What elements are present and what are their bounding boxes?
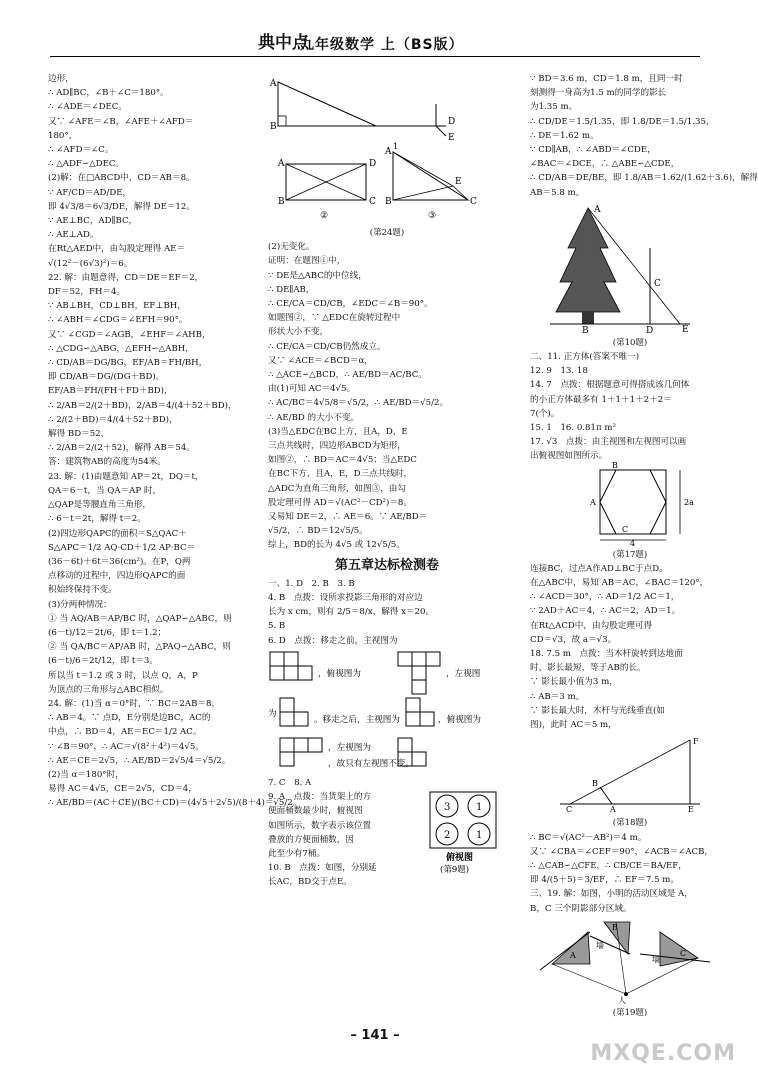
column-middle (268, 72, 506, 890)
col1-line: 解得 BD＝52， (48, 429, 110, 440)
fig17-label-c: C (622, 524, 629, 534)
col1-line: ∴ ∠AFD＝∠C。 (48, 145, 114, 156)
col2-line: ∴ AE/BD 的大小不变。 (268, 412, 360, 423)
fig24-mark: 1 (393, 142, 399, 151)
col1-line: 为顶点的三角形与△ABC相似。 (48, 684, 169, 695)
col3d-line: 三、19. 解：如图，小明的活动区域是 A， (530, 889, 693, 900)
col1-line: ∴ ∠ABH＝∠CDG＝∠EFH＝90°。 (48, 315, 188, 326)
col2-line: ∴ DE∥AB， (268, 284, 315, 295)
fig9-num-4: 1 (476, 829, 483, 841)
fig19-label-c: C (680, 948, 687, 958)
col3b-line: 二、11. 正方体(答案不唯一) (530, 352, 640, 363)
col1-line: (6－t)/6＝2t/12，即 t＝3。 (48, 656, 158, 667)
q6-text-4: 。移走之后，主视图为 (314, 714, 400, 725)
col3c-line: 在△ABC中，易知 AB＝AC，∠BAC＝120°， (530, 578, 709, 589)
fig10-label-e: E (682, 324, 689, 335)
column-right (530, 72, 758, 1020)
col1-line: ∴ AB＝4。∵ 点D，E分别是边BC，AC的 (48, 713, 211, 724)
fig19-wall-2: 墙 (652, 954, 660, 964)
col2c-line: 9. A 点拨：当货架上的方 (268, 792, 372, 803)
col1-line: ∴ 2/AB＝2/(2＋52)，解得 AB＝54。 (48, 443, 195, 454)
fig9-num-1: 3 (444, 801, 451, 813)
col1-line: 又∵ ∠AFE＝∠B，∠AFE＋∠AFD＝ (48, 116, 194, 127)
q6-text-1: ，俯视图为 (318, 668, 361, 679)
col3a-line: 刻测得一身高为1.5 m的同学的影长 (530, 88, 667, 99)
fig9-caption: (第9题) (440, 864, 470, 875)
col2b-line: 一、1. D 2. B 3. B (268, 578, 355, 589)
col2b-line: 4. B 点拨：设所求投影三角形的对应边 (268, 593, 423, 604)
figure-19-caption: (第19题) (612, 1007, 648, 1018)
figure-18-caption: (第18题) (612, 818, 648, 829)
col2-line: 综上，BD的长为 4√5 或 12√5/5。 (268, 540, 405, 551)
col3b-line: 17. √3 点拨：由主视图和左视图可以画 (530, 437, 687, 448)
col2-line: 股定理可得 AD＝√(AC²－CD²)＝8。 (268, 497, 412, 508)
col2c-line: 叠放的方便面桶数，因 (268, 834, 354, 845)
fig19-label-a: A (570, 950, 576, 960)
fig24-circ2: ② (320, 211, 329, 221)
col3c-line: 18. 7.5 m 点拨：当木杆旋转到达地面 (530, 649, 683, 660)
fig10-label-b: B (582, 325, 589, 336)
q6-text-3: 为 (268, 708, 277, 719)
fig18-label-e: E (688, 805, 694, 815)
col2c-line: 便面桶数最少时，俯视图 (268, 806, 363, 817)
col2-line: ∴ CE/CA＝CD/CB仍然成立。 (268, 341, 386, 352)
col1-line: (6－t)/12＝2t/6，即 t＝1.2； (48, 627, 167, 638)
fig18-label-f: F (693, 737, 699, 747)
col3d-line: 即 4/(5＋5)＝3/EF，∴ EF＝7.5 m。 (530, 875, 680, 886)
col1-line: 易得 AC＝4√5，CE＝2√5，CD＝4， (48, 784, 197, 795)
col2c-line: 10. B 点拨：如图，分别延 (268, 863, 377, 874)
col3c-line: ∵ 2AD＋AC＝4，∴ AC＝2，AD＝1。 (530, 606, 681, 617)
col2-line: 如题图②，∵ △EDC在旋转过程中 (268, 313, 401, 324)
fig18-label-b: B (592, 779, 598, 789)
col3c-line: 连接BC，过点A作AD⊥BC于点D。 (530, 563, 668, 574)
col2-line: 如图②，∴ BD＝AC＝4√5；当△EDC (268, 455, 417, 466)
col1-line: ∴ AE⊥AD。 (48, 230, 99, 241)
col3d-line: ∴ △CAB∽△CFE，∴ CB/CE＝BA/EF， (530, 860, 687, 871)
col1-line: DF＝52，FH＝4。 (48, 287, 126, 298)
col1-line: (3)分两种情况： (48, 599, 112, 610)
col1-line: 22. 解：由题意得，CD＝DE＝EF＝2， (48, 272, 204, 283)
col2-line: 证明：在题图①中， (268, 256, 346, 267)
col3d-line: B，C 三个阴影部分区域。 (530, 903, 632, 914)
fig24b-label-a: A (278, 159, 285, 169)
fig24-label-d: D (448, 117, 456, 127)
col2-line: (3)当△EDC在BC上方，且A，D，E (268, 426, 408, 437)
fig24-circ3: ③ (428, 211, 437, 221)
col3a-line: ∴ CD/DE＝1.5/1.35，即 1.8/DE＝1.5/1.35， (530, 116, 715, 127)
col3b-line: 出俯视图如图所示。 (530, 451, 608, 462)
figure-9 (428, 790, 500, 874)
col1-line: ∴ 2/AB＝2/(2＋BD)，2/AB＝4/(4＋52＋BD)， (48, 400, 237, 411)
col3a-line: AB＝5.8 m。 (530, 187, 585, 198)
col1-line: 边形， (48, 74, 74, 84)
fig18-label-c: C (566, 805, 573, 815)
col1-line: 即 4√3/8＝6√3/DE，解得 DE＝12。 (48, 201, 195, 212)
fig17-label-2a: 2a (684, 497, 694, 507)
col1-line: 所以当 t＝1.2 或 3 时，以点 Q，A，P (48, 670, 198, 681)
fig17-label-a: A (590, 497, 596, 507)
col1-line: (2)解：在□ABCD中，CD＝AB＝8。 (48, 173, 195, 184)
fig10-label-c: C (654, 278, 661, 289)
page-number: – 141 – (350, 1028, 400, 1043)
col2c-line: 长AC，BD交于点E。 (268, 877, 352, 888)
col2c-line: 7. C 8. A (268, 777, 312, 788)
col2c-line: 此至少有7桶。 (268, 848, 326, 859)
col1-line: △QAP是等腰直角三角形， (48, 500, 151, 511)
col3a-line: ∵ BD＝3.6 m，CD＝1.8 m，且同一时 (530, 74, 683, 84)
fig24-label-e: E (448, 133, 455, 143)
col3c-line: ∴ ∠ACD＝30°，∴ AD＝1/2 AC＝1， (530, 592, 680, 603)
col1-line: ∵ AE⊥BC，AD∥BC， (48, 216, 138, 227)
col2-line: 在BC下方，且A，E，D三点共线时， (268, 469, 413, 480)
fig24b-label-c: C (369, 197, 376, 207)
fig24c-label-e: E (455, 177, 462, 187)
col1-line: EF/AB＝FH/(FH＋FD＋BD)， (48, 386, 173, 397)
col1-line: 中点，∴ BD＝4，AE＝EC＝1/2 AC。 (48, 727, 202, 738)
col2-line: (2)无变化。 (268, 242, 315, 253)
col2-line: ∵ DE是△ABC的中位线， (268, 270, 367, 281)
col3b-line: 12. 9 13. 18 (530, 366, 588, 377)
col2-line: ∴ △ACE∽△BCD，∴ AE/BD＝AC/BC。 (268, 370, 427, 381)
col3b-line: 7(个)。 (530, 408, 560, 419)
watermark-text: MXQE.COM (590, 1041, 736, 1066)
col1-line: ∴ ∠ADE＝∠DEC。 (48, 102, 127, 113)
col1-line: ∴ 6－t＝2t，解得 t＝2。 (48, 514, 146, 525)
col1-line: QA＝6－t，当 QA＝AP 时， (48, 485, 162, 496)
fig17-label-4: 4 (630, 538, 636, 548)
fig10-label-d: D (646, 325, 654, 336)
col2c-line: 如图所示，数字表示该位置 (268, 820, 372, 831)
col2-line: 由(1)可知 AC＝4√5。 (268, 384, 356, 395)
fig24c-label-b: B (385, 197, 392, 207)
col1-line: ∴ CD/AB＝DG/BG，EF/AB＝FH/BH， (48, 358, 208, 369)
col2-line: 又易知 DE＝2，∴ AE＝6。∵ AE/BD＝ (268, 512, 428, 523)
fig19-person: 人 (618, 995, 626, 1005)
fig24-label-b: B (270, 122, 277, 132)
fig9-num-3: 2 (444, 829, 451, 841)
fig19-label-b: B (612, 922, 618, 932)
figure-10-caption: (第10题) (612, 337, 648, 348)
col1-line: (2)四边形QAPC的面积＝S△QAC＋ (48, 528, 187, 539)
fig24-label-a: A (270, 79, 277, 89)
figure-18 (530, 734, 730, 814)
col2-line: √5/2，∴ BD＝12√5/5。 (268, 526, 368, 537)
col3c-line: CD＝√3，故 a＝√3。 (530, 634, 617, 645)
col2-line: 三点共线时，四边形ABCD为矩形， (268, 441, 406, 452)
col3b-line: 15. 1 16. 0.81π m² (530, 423, 616, 434)
figure-17 (530, 460, 730, 548)
col1-line: ② 当 QA/BC＝AP/AB 时，△PAQ∽△ABC，则 (48, 642, 231, 653)
col1-line: S△APC＝1/2 AQ·CD＋1/2 AP·BC＝ (48, 542, 196, 553)
col1-line: 点移动的过程中，四边形QAPC的面 (48, 571, 186, 582)
figure-24-caption: (第24题) (369, 228, 405, 238)
q6-text-5: ，俯视图为 (438, 714, 481, 725)
fig10-label-a: A (594, 204, 601, 215)
col2-line: ∴ CE/CA＝CD/CB，∠EDC＝∠B＝90°。 (268, 299, 433, 310)
col3c-line: ∵ 影长最大时，木杆与光线垂直(如 (530, 705, 665, 716)
col1-line: (2)当 α＝180°时， (48, 769, 124, 780)
fig9-label: 俯视图 (446, 852, 474, 863)
fig9-num-2: 1 (476, 801, 483, 813)
col2-line: △ADC为直角三角形，如图③，由勾 (268, 483, 406, 494)
header-title: 九年级数学 上（BS版） (300, 37, 464, 53)
col3c-line: 图)，此时 AC＝5 m， (530, 720, 617, 731)
fig17-label-b: B (612, 460, 618, 470)
fig19-wall-1: 墙 (596, 940, 604, 950)
col1-line: ∴ △ADF∽△DEC。 (48, 159, 125, 170)
col3a-line: 为1.35 m。 (530, 102, 578, 113)
col1-line: ∴ AD∥BC，∠B＋∠C＝180°。 (48, 88, 169, 99)
col1-line: 积始终保持不变。 (48, 585, 117, 596)
col3a-line: ∴ DE＝1.62 m。 (530, 130, 599, 141)
col3c-line: 时，影长最短，等于AB的长。 (530, 663, 646, 674)
col2-line: 形状大小不变， (268, 327, 329, 338)
section-title: 第五章达标检测卷 (334, 557, 439, 573)
figure-17-caption: (第17题) (612, 549, 648, 560)
col2b-line: 5. B (268, 621, 286, 632)
header-divider (50, 56, 700, 57)
q6-view-figures (268, 648, 506, 776)
q6-views (268, 648, 506, 776)
col3a-line: ∠BAC＝∠DCE，∴ △ABE∽△CDE， (530, 159, 680, 170)
col3a-line: ∴ CD/AB＝DE/BE，即 1.8/AB＝1.62/(1.62＋3.6)，解得 (530, 173, 758, 184)
col3c-line: ∴ AB＝3 m。 (530, 691, 585, 702)
col2-line: ∴ AC/BC＝4√5/8＝√5/2，∴ AE/BD＝√5/2。 (268, 398, 449, 409)
fig24b-label-b: B (278, 197, 285, 207)
col3d-line: 又∵ ∠CBA＝∠CEF＝90°，∠ACB＝∠ACB， (530, 846, 714, 857)
col1-line: ∴ AE/BD＝(AC＋CE)/(BC＋CD)＝(4√5＋2√5)/(8＋4)＝√5/2。 (48, 798, 302, 809)
col2b-line: 6. D 点拨：移走之前，主视图为 (268, 635, 398, 646)
fig18-label-a: A (610, 805, 616, 815)
fig24c-label-c: C (470, 197, 477, 207)
figure-10 (530, 202, 730, 334)
col1-line: ∴ 2/(2＋BD)＝4/(4＋52＋BD)， (48, 414, 178, 425)
fig24c-label-a: A (385, 147, 392, 157)
col3c-line: 在Rt△ACD中，由勾股定理可得 (530, 620, 653, 631)
col1-line: 答：建筑物AB的高度为54米。 (48, 457, 166, 468)
fig24b-label-d: D (369, 159, 377, 169)
col3a-line: ∵ CD∥AB，∴ ∠ABD＝∠CDE， (530, 145, 656, 156)
q6-text-7: ，故只有左视图不变。 (328, 758, 414, 769)
col1-line: 23. 解：(1)由题意知 AP＝2t，DQ＝t， (48, 471, 204, 482)
col3b-line: 14. 7 点拨：根据题意可得搭成该几何体 (530, 380, 690, 391)
col1-line: ∴ AE＝CE＝2√5，∴ AE/BD＝2√5/4＝√5/2。 (48, 755, 231, 766)
q6-text-6: ，左视图为 (328, 742, 371, 753)
col1-line: 180°， (48, 130, 78, 141)
figure-24 (268, 74, 498, 224)
col1-line: 即 CD/AB＝DG/(DG＋BD)， (48, 372, 165, 383)
col1-line: (36－6t)＋6t＝36(cm²)。在P，Q两 (48, 556, 191, 567)
col2b-line: 长为 x cm，则有 2/5＝8/x，解得 x＝20。 (268, 607, 435, 618)
col1-line: 在Rt△AED中，由勾股定理得 AE＝ (48, 244, 186, 255)
col1-line: ∴ △CDG∽△ABG，△EFH∽△ABH， (48, 343, 194, 354)
col1-line: 24. 解：(1)当 α＝0°时，∵ BC＝2AB＝8， (48, 698, 221, 709)
col1-line: ∵ AF/CD＝AD/DE， (48, 187, 132, 198)
brand-logo: 典中点 (258, 33, 309, 53)
col1-line: 又∵ ∠CGD＝∠AGB，∠EHF＝∠AHB， (48, 329, 211, 340)
col3d-line: ∴ BC＝√(AC²－AB²)＝4 m。 (530, 832, 647, 843)
col1-line: ∵ AB⊥BH，CD⊥BH，EF⊥BH， (48, 301, 186, 312)
q6-text-2: ，左视图 (446, 668, 481, 679)
col1-line: √(12²－(6√3)²)＝6。 (48, 258, 133, 269)
col3b-line: 的小正方体最多有 1＋1＋1＋2＋2＝ (530, 394, 672, 405)
col2-line: 又∵ ∠ACE＝∠BCD＝α， (268, 355, 373, 366)
col1-line: ① 当 AQ/AB＝AP/BC 时，△QAP∽△ABC，则 (48, 613, 232, 624)
col1-line: ∵ ∠B＝90°，∴ AC＝√(8²＋4²)＝4√5。 (48, 741, 204, 752)
figure-19 (530, 918, 730, 1004)
col3c-line: ∵ 影长最小值为3 m， (530, 677, 618, 688)
